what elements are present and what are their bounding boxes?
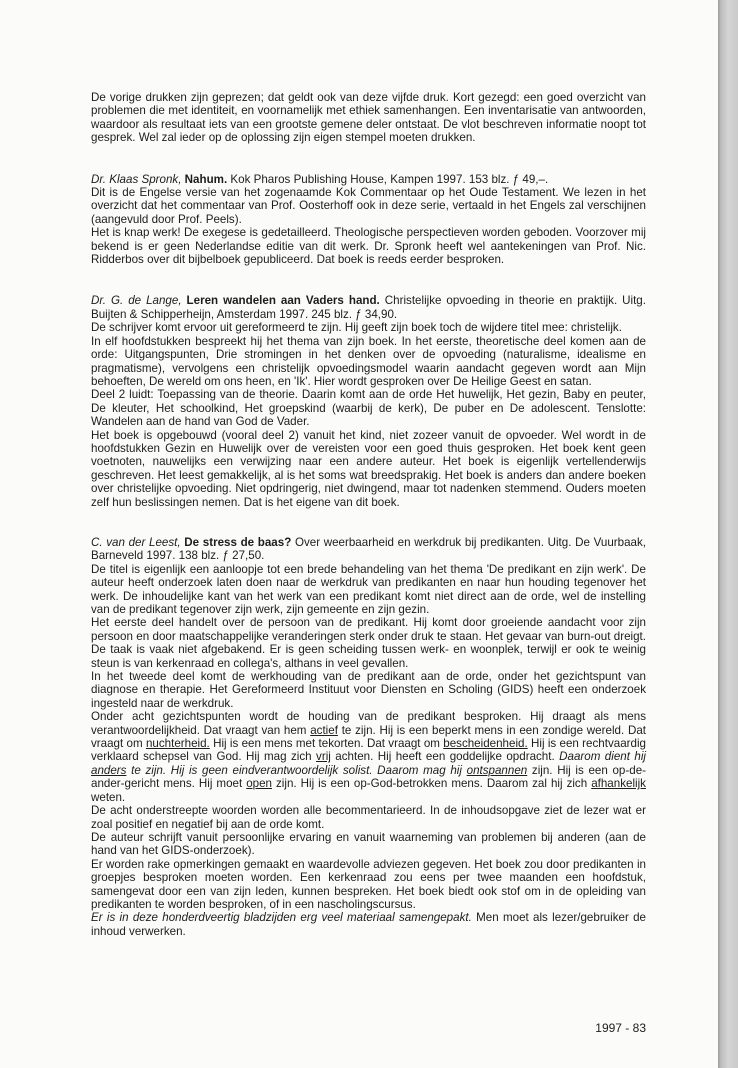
review-paragraph-eight-points: Onder acht gezichtspunten wordt de houding van de predikant besproken. Hij draagt als mens verantwoordelijkheid. Dat vraagt van hem actief te zijn. Hij is een beperkt mens in een zondige wereld. Dat vraagt om nuchterheid. Hij is een mens met tekorten. Dat vraagt om bescheidenheid. Hij is een rechtvaardig verklaard schepsel van God. Hij mag zich vrij achten. Hij heeft een goddelijke opdracht. Daarom dient hij anders te zijn. Hij is geen eindverantwoordelijk solist. Daarom mag hij ontspannen zijn. Hij is een op-de-ander-gericht mens. Hij moet open zijn. Hij is een op-God-betrokken mens. Daarom zal hij zich afhankelijk weten. (91, 710, 647, 804)
review-stress-heading (91, 536, 646, 563)
review-paragraph: De auteur schrijft vanuit persoonlijke ervaring en vanuit waarneming van problemen bij anderen (aan de hand van het GIDS-onderzoek). (91, 830, 646, 858)
review-paragraph: Het eerste deel handelt over de persoon van de predikant. Hij komt door groeiende aandacht voor zijn persoon en door maatschappelijke veranderingen sterk onder druk te staan. Het gevaar van burn-out dreigt. De taak is vaak niet afgebakend. Er is geen scheiding tussen werk- en woonplek, terwijl er ook te weinig steun is van kerkenraad en collega's, althans in veel gevallen. (91, 616, 646, 670)
review-publisher: Over weerbaarheid en werkdruk bij predikanten. Uitg. De Vuurbaak, Barneveld 1997. 138 blz. ƒ 27,50. (91, 535, 647, 563)
underlined-word: vrij (316, 750, 331, 764)
review-paragraph: Dit is de Engelse versie van het zogenaamde Kok Commentaar op het Oude Testament. We lezen in het overzicht dat het commentaar van Prof. Oosterhoff ook in deze serie, vertaald in het Engels zal verschijnen (aangevuld door Prof. Peels). (91, 186, 646, 226)
underlined-word: bescheidenheid. (443, 737, 528, 751)
intro-paragraph: De vorige drukken zijn geprezen; dat geldt ook van deze vijfde druk. Kort gezegd: een goed overzicht van problemen die met identiteit, en voornamelijk met ethiek samenhangen. Een inventarisatie van antwoorden, waardoor als resultaat iets van een grootste gemene deler ontstaat. De vlot beschreven informatie noopt tot gesprek. Wel zal ieder op de oplossing zijn eigen stempel moeten drukken. (91, 91, 646, 145)
underlined-word: actief (310, 723, 338, 737)
underlined-word: afhankelijk (591, 777, 646, 791)
review-nahum-heading (91, 173, 646, 186)
review-author: Dr. G. de Lange, (91, 294, 182, 308)
review-title: Leren wandelen aan Vaders hand. (186, 294, 380, 308)
article-body (91, 91, 646, 938)
review-paragraph: Deel 2 luidt: Toepassing van de theorie. Daarin komt aan de orde Het huwelijk, Het gezin, Baby en peuter, De kleuter, Het schoolkind, Het groepskind (waarbij de kerk), De puber en De adolescent. Tenslotte: Wandelen aan de hand van God de Vader. (91, 388, 646, 429)
scan-page-edge (718, 0, 738, 1068)
review-wandelen-heading (91, 294, 646, 321)
page-number: 1997 - 83 (595, 1021, 646, 1035)
review-paragraph: De titel is eigenlijk een aanloopje tot een brede behandeling van het thema 'De predikant en zijn werk'. De auteur heeft onderzoek laten doen naar de werkdruk van predikanten en naar hun houding tegenover het werk. De inhoudelijke kant van het werk van een predikant komt niet direct aan de orde, wel de instelling van de predikant tegenover zijn werk, zijn gemeente en zijn gezin. (91, 562, 646, 616)
review-paragraph: De schrijver komt ervoor uit gereformeerd te zijn. Hij geeft zijn boek toch de wijdere titel mee: christelijk. (91, 321, 622, 335)
review-paragraph: Het is knap werk! De exegese is gedetailleerd. Theologische perspectieven worden geboden. Voorzover mij bekend is er geen Nederlandse editie van dit werk. Dr. Spronk heeft wel aantekeningen van Prof. Nic. Ridderbos over dit bijbelboek gepubliceerd. Dat boek is reeds eerder besproken. (91, 226, 646, 267)
underlined-word: anders (91, 763, 127, 777)
review-paragraph: In elf hoofdstukken bespreekt hij het thema van zijn boek. In het eerste, theoretische deel komen aan de orde: Uitgangspunten, Drie stromingen in het denken over de opvoeding (naturalisme, idealisme en pragmatisme), vervolgens een christelijk opvoedingsmodel waarin aandacht gegeven wordt aan Mijn behoeften, De wereld om ons heen, en 'Ik'. Hier wordt gesproken over De Heilige Geest en satan. (91, 334, 646, 388)
review-title: Nahum. (184, 172, 228, 186)
review-publisher: Kok Pharos Publishing House, Kampen 1997. 153 blz. ƒ 49,–. (230, 172, 549, 186)
underlined-word: ontspannen (466, 763, 528, 777)
review-publisher: Christelijke opvoeding in theorie en praktijk. Uitg. Buijten & Schipperheijn, Amsterdam 1997. 245 blz. ƒ 34,90. (91, 294, 646, 321)
review-paragraph-closing: Er is in deze honderdveertig bladzijden erg veel materiaal samengepakt. Men moet als lezer/gebruiker de inhoud verwerken. (91, 911, 646, 938)
underlined-word: nuchterheid. (145, 737, 210, 751)
review-paragraph: De acht onderstreepte woorden worden alle becommentarieerd. In de inhoudsopgave ziet de lezer wat er zoal positief en negatief bij aan de orde komt. (91, 804, 646, 831)
review-paragraph: In het tweede deel komt de werkhouding van de predikant aan de orde, onder het gezichtspunt van diagnose en therapie. Het Gereformeerd Instituut voor Diensten en Scholing (GIDS) heeft een onderzoek ingesteld naar de werkdruk. (91, 670, 646, 710)
review-title: De stress de baas? (184, 535, 292, 549)
review-paragraph: Er worden rake opmerkingen gemaakt en waardevolle adviezen gegeven. Het boek zou door predikanten in groepjes besproken moeten worden. Een kerkenraad zou eens per twee maanden een hoofdstuk, samengevat door een van zijn leden, kunnen bespreken. Het boek biedt ook stof om in de opleiding van predikanten te worden besproken, of in een nascholingscursus. (91, 857, 646, 911)
review-author: C. van der Leest, (91, 535, 181, 549)
underlined-word: open (246, 777, 272, 791)
review-paragraph: Het boek is opgebouwd (vooral deel 2) vanuit het kind, niet zozeer vanuit de opvoeder. Wel wordt in de hoofdstukken Gezin en Huwelijk over de vereisten voor een goed thuis gesproken. Het boek kent geen voetnoten, nauwelijks een verwijzing naar een andere auteur. Het boek is eigenlijk vertellenderwijs geschreven. Het leest gemakkelijk, al is het soms wat breedsprakig. Het boek is anders dan andere boeken over christelijke opvoeding. Niet opdringerig, niet dwingend, maar tot nadenken stemmend. Ouders moeten zelf hun beslissingen nemen. Dat is het eigene van dit boek. (91, 428, 646, 509)
review-author: Dr. Klaas Spronk, (91, 172, 182, 186)
